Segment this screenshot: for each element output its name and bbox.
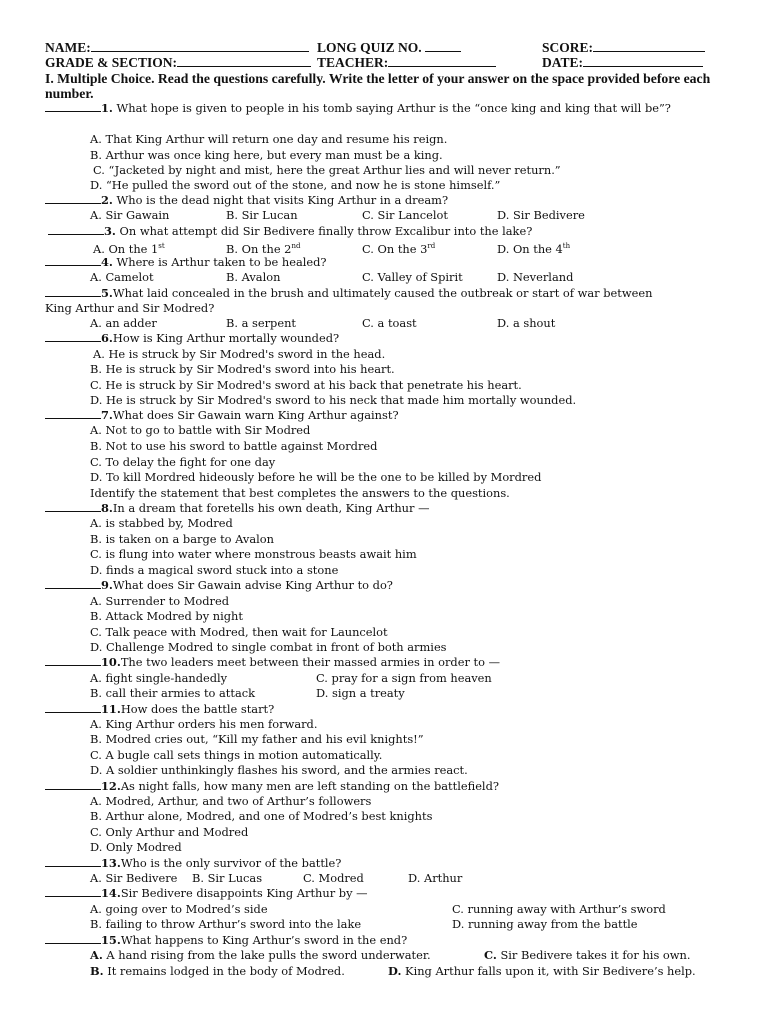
option-10c: C. pray for a sign from heaven	[316, 671, 492, 685]
question-number: 10.	[101, 655, 121, 669]
option-14d: D. running away from the battle	[452, 917, 638, 931]
question-8	[45, 501, 429, 516]
answer-blank-10[interactable]	[45, 655, 101, 666]
question-text: On what attempt did Sir Bedivere finally throw Excalibur into the lake?	[115, 224, 533, 238]
option-12b: B. Arthur alone, Modred, and one of Modred’s best knights	[90, 809, 433, 823]
question-number: 15.	[101, 933, 121, 947]
option-13b: B. Sir Lucas	[192, 871, 263, 885]
question-number: 13.	[101, 856, 121, 870]
ordinal-suffix: nd	[291, 242, 301, 250]
answer-blank-3[interactable]	[48, 224, 104, 235]
option-1d: D. “He pulled the sword out of the stone, and now he is stone himself.”	[90, 178, 501, 192]
question-number: 7.	[101, 408, 113, 422]
question-text: In a dream that foretells his own death, King Arthur —	[112, 501, 430, 515]
option-4b: B. Avalon	[226, 270, 281, 284]
answer-blank-4[interactable]	[45, 255, 101, 266]
option-10d: D. sign a treaty	[316, 686, 405, 700]
option-letter: B.	[90, 964, 104, 978]
question-12	[45, 779, 499, 794]
question-10	[45, 655, 500, 670]
question-text: How does the battle start?	[120, 702, 275, 716]
date-label: DATE:	[542, 55, 584, 70]
question-text: What does Sir Gawain warn King Arthur against?	[112, 408, 399, 422]
option-8a: A. is stabbed by, Modred	[90, 516, 233, 530]
option-text: King Arthur falls upon it, with Sir Bedivere’s help.	[401, 964, 696, 978]
option-14a: A. going over to Modred’s side	[90, 902, 268, 916]
question-3	[48, 224, 532, 239]
option-8c: C. is flung into water where monstrous beasts await him	[90, 547, 417, 561]
answer-blank-9[interactable]	[45, 578, 101, 589]
option-10a: A. fight single-handedly	[90, 671, 228, 685]
score-blank[interactable]	[593, 40, 705, 52]
option-11c: C. A bugle call sets things in motion automatically.	[90, 748, 383, 762]
question-number: 2.	[101, 193, 113, 207]
option-11a: A. King Arthur orders his men forward.	[90, 717, 318, 731]
option-11b: B. Modred cries out, “Kill my father and his evil knights!”	[90, 732, 424, 746]
score	[542, 40, 705, 56]
option-7a: A. Not to go to battle with Sir Modred	[90, 423, 311, 437]
question-1	[45, 101, 735, 116]
question-6	[45, 331, 339, 346]
question-number: 1.	[101, 101, 113, 115]
option-9d: D. Challenge Modred to single combat in front of both armies	[90, 640, 447, 654]
question-number: 4.	[101, 255, 113, 269]
option-15b	[90, 964, 345, 979]
grade-section	[45, 55, 311, 71]
answer-blank-6[interactable]	[45, 331, 101, 342]
answer-blank-15[interactable]	[45, 933, 101, 944]
option-letter: C.	[484, 948, 497, 962]
question-text: What happens to King Arthur’s sword in the end?	[120, 933, 408, 947]
option-11d: D. A soldier unthinkingly flashes his sword, and the armies react.	[90, 763, 468, 777]
answer-blank-7[interactable]	[45, 408, 101, 419]
answer-blank-13[interactable]	[45, 856, 101, 867]
answer-blank-14[interactable]	[45, 886, 101, 897]
quiz-number	[317, 40, 461, 56]
question-4	[45, 255, 327, 270]
option-14b: B. failing to throw Arthur’s sword into the lake	[90, 917, 362, 931]
answer-blank-1[interactable]	[45, 101, 101, 112]
option-12a: A. Modred, Arthur, and two of Arthur’s followers	[90, 794, 372, 808]
option-letter: A.	[90, 948, 103, 962]
quiz-label: LONG QUIZ NO.	[317, 40, 422, 55]
date	[542, 55, 703, 71]
score-label: SCORE:	[542, 40, 594, 55]
option-9c: C. Talk peace with Modred, then wait for Launcelot	[90, 625, 388, 639]
answer-blank-2[interactable]	[45, 193, 101, 204]
option-8d: D. finds a magical sword stuck into a stone	[90, 563, 339, 577]
question-text: The two leaders meet between their massed armies in order to —	[120, 655, 500, 669]
option-10b: B. call their armies to attack	[90, 686, 256, 700]
answer-blank-11[interactable]	[45, 702, 101, 713]
ordinal-suffix: st	[158, 242, 165, 250]
teacher-label: TEACHER:	[317, 55, 389, 70]
option-9b: B. Attack Modred by night	[90, 609, 243, 623]
question-number: 14.	[101, 886, 121, 900]
option-12d: D. Only Modred	[90, 840, 182, 854]
option-8b: B. is taken on a barge to Avalon	[90, 532, 274, 546]
option-9a: A. Surrender to Modred	[90, 594, 230, 608]
name-blank[interactable]	[91, 40, 309, 52]
option-13d: D. Arthur	[408, 871, 463, 885]
option-text: Sir Bedivere takes it for his own.	[496, 948, 691, 962]
quiz-blank[interactable]	[425, 40, 461, 52]
option-text: A hand rising from the lake pulls the sword underwater.	[102, 948, 431, 962]
date-blank[interactable]	[583, 55, 703, 67]
option-text: C. On the 3	[362, 241, 428, 256]
option-4d: D. Neverland	[497, 270, 574, 284]
question-number: 11.	[101, 702, 121, 716]
option-7c: C. To delay the fight for one day	[90, 455, 276, 469]
question-5-cont: King Arthur and Sir Modred?	[45, 301, 215, 315]
header-row-1	[45, 40, 309, 56]
option-4c: C. Valley of Spirit	[362, 270, 463, 284]
instructions: I. Multiple Choice. Read the questions carefully. Write the letter of your answer on the space provided before each number.	[45, 71, 711, 101]
option-5d: D. a shout	[497, 316, 556, 330]
question-text: What hope is given to people in his tomb saying Arthur is the “once king and king that will be”?	[112, 101, 671, 115]
option-5c: C. a toast	[362, 316, 417, 330]
question-7	[45, 408, 399, 423]
option-3d	[497, 239, 570, 257]
question-number: 9.	[101, 578, 113, 592]
option-7b: B. Not to use his sword to battle against Mordred	[90, 439, 378, 453]
grade-label: GRADE & SECTION:	[45, 55, 178, 70]
ordinal-suffix: rd	[427, 242, 436, 250]
option-5a: A. an adder	[90, 316, 157, 330]
question-2	[45, 193, 448, 208]
name-label: NAME:	[45, 40, 91, 55]
option-2a: A. Sir Gawain	[90, 208, 170, 222]
option-1c: C. “Jacketed by night and mist, here the great Arthur lies and will never return.”	[93, 163, 561, 177]
question-text: Where is Arthur taken to be healed?	[112, 255, 327, 269]
option-2b: B. Sir Lucan	[226, 208, 298, 222]
option-13c: C. Modred	[303, 871, 364, 885]
answer-blank-12[interactable]	[45, 779, 101, 790]
teacher-blank[interactable]	[388, 55, 496, 67]
question-11	[45, 702, 274, 717]
option-14c: C. running away with Arthur’s sword	[452, 902, 666, 916]
identify-instruction: Identify the statement that best completes the answers to the questions.	[90, 486, 510, 500]
option-text: D. On the 4	[497, 241, 563, 256]
question-number: 5.	[101, 286, 113, 300]
option-text: B. On the 2	[226, 241, 292, 256]
grade-blank[interactable]	[177, 55, 311, 67]
question-15	[45, 933, 407, 948]
question-text: How is King Arthur mortally wounded?	[112, 331, 340, 345]
option-1b: B. Arthur was once king here, but every man must be a king.	[90, 148, 443, 162]
option-text: It remains lodged in the body of Modred.	[103, 964, 345, 978]
option-2c: C. Sir Lancelot	[362, 208, 448, 222]
question-number: 6.	[101, 331, 113, 345]
question-text: Who is the dead night that visits King Arthur in a dream?	[112, 193, 449, 207]
question-number: 12.	[101, 779, 121, 793]
ordinal-suffix: th	[562, 242, 571, 250]
question-text: What laid concealed in the brush and ultimately caused the outbreak or start of war between	[112, 286, 653, 300]
question-number: 8.	[101, 501, 113, 515]
option-6a: A. He is struck by Sir Modred's sword in the head.	[93, 347, 386, 361]
question-text: Who is the only survivor of the battle?	[120, 856, 342, 870]
option-1a: A. That King Arthur will return one day and resume his reign.	[90, 132, 448, 146]
option-15d	[388, 964, 696, 979]
option-2d: D. Sir Bedivere	[497, 208, 585, 222]
answer-blank-5[interactable]	[45, 286, 101, 297]
option-6b: B. He is struck by Sir Modred's sword into his heart.	[90, 362, 395, 376]
question-number: 3.	[104, 224, 116, 238]
option-15a	[90, 948, 431, 963]
option-15c	[484, 948, 690, 963]
option-7d: D. To kill Mordred hideously before he will be the one to be killed by Mordred	[90, 470, 542, 484]
option-4a: A. Camelot	[90, 270, 154, 284]
question-text: Sir Bedivere disappoints King Arthur by —	[120, 886, 368, 900]
question-5	[45, 286, 652, 301]
option-letter: D.	[388, 964, 402, 978]
answer-blank-8[interactable]	[45, 501, 101, 512]
option-text: A. On the 1	[93, 241, 159, 256]
teacher	[317, 55, 496, 71]
option-6d: D. He is struck by Sir Modred's sword to his neck that made him mortally wounded.	[90, 393, 577, 407]
question-13	[45, 856, 341, 871]
question-text: As night falls, how many men are left standing on the battlefield?	[120, 779, 499, 793]
option-12c: C. Only Arthur and Modred	[90, 825, 249, 839]
question-text: What does Sir Gawain advise King Arthur to do?	[112, 578, 393, 592]
option-5b: B. a serpent	[226, 316, 297, 330]
question-14	[45, 886, 368, 901]
question-9	[45, 578, 393, 593]
option-6c: C. He is struck by Sir Modred's sword at his back that penetrate his heart.	[90, 378, 522, 392]
option-3c	[362, 239, 435, 257]
option-13a: A. Sir Bedivere	[90, 871, 178, 885]
